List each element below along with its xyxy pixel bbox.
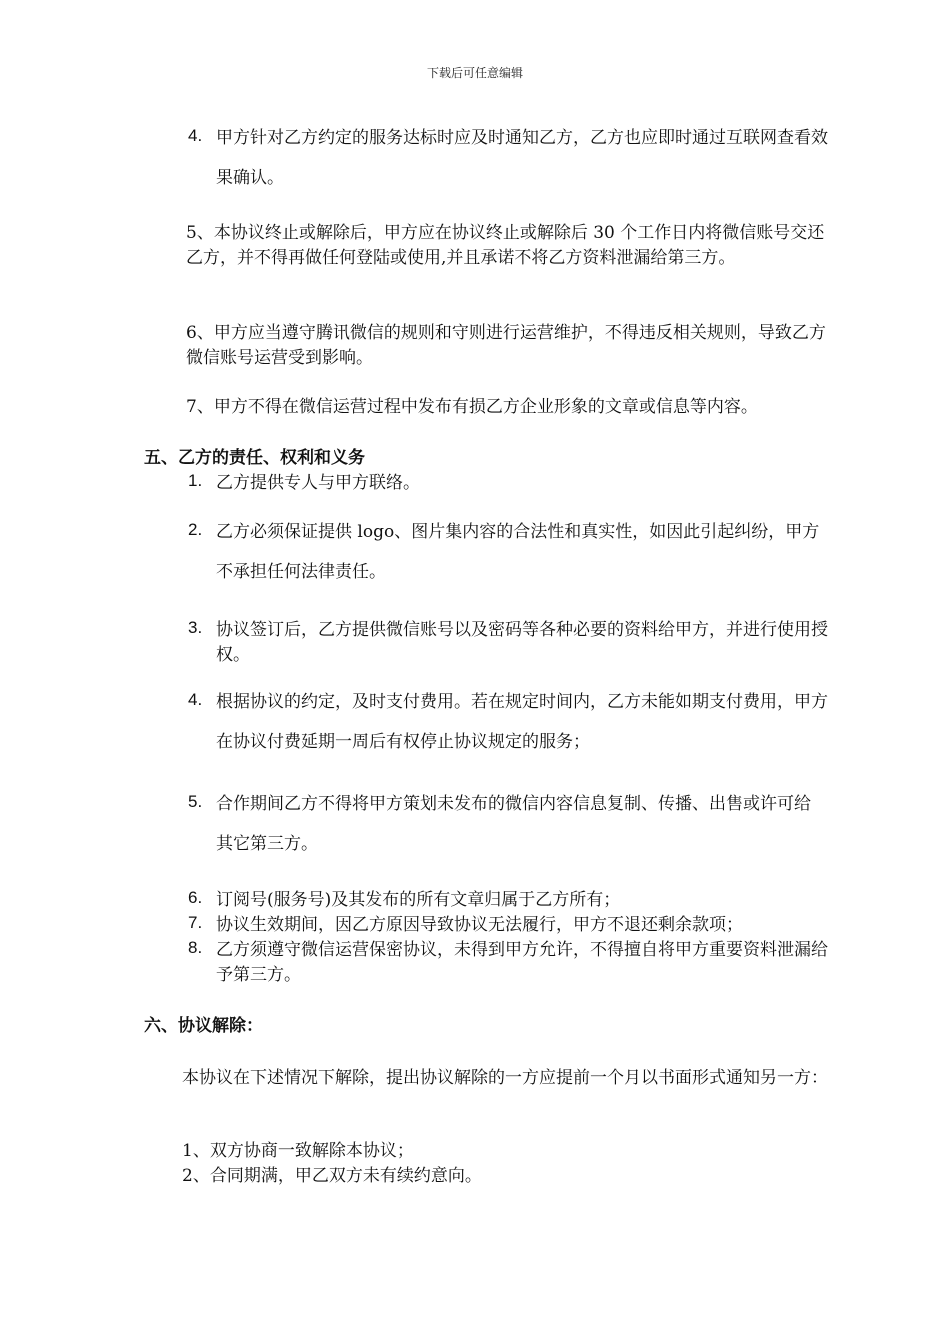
list-item-text: 乙方必须保证提供 logo、图片集内容的合法性和真实性，如因此引起纠纷，甲方不承担任何法律责任。: [216, 522, 820, 582]
list-number: 5.: [188, 792, 203, 811]
list-number: 4.: [188, 126, 203, 145]
section-heading: 五、乙方的责任、权利和义务: [144, 448, 365, 468]
list-item-text: 合作期间乙方不得将甲方策划未发布的微信内容信息复制、传播、出售或许可给其它第三方。: [216, 794, 811, 854]
paragraph: 7、甲方不得在微信运营过程中发布有损乙方企业形象的文章或信息等内容。: [186, 397, 758, 417]
list-item-text: 2、合同期满，甲乙双方未有续约意向。: [182, 1166, 482, 1186]
paragraph: 本协议在下述情况下解除，提出协议解除的一方应提前一个月以书面形式通知另一方：: [182, 1068, 828, 1088]
list-number: 4.: [188, 690, 203, 709]
list-item-text: 1、双方协商一致解除本协议；: [182, 1141, 414, 1161]
list-number: 3.: [188, 618, 203, 637]
list-number: 1.: [188, 471, 203, 490]
paragraph: 6、甲方应当遵守腾讯微信的规则和守则进行运营维护，不得违反相关规则，导致乙方微信账号运营受到影响。: [186, 323, 826, 368]
list-item-text: 协议生效期间，因乙方原因导致协议无法履行，甲方不退还剩余款项；: [216, 915, 743, 935]
list-item-text: 乙方须遵守微信运营保密协议，未得到甲方允许，不得擅自将甲方重要资料泄漏给予第三方。: [216, 940, 828, 985]
list-item-text: 根据协议的约定，及时支付费用。若在规定时间内，乙方未能如期支付费用，甲方在协议付费延期一周后有权停止协议规定的服务；: [216, 692, 828, 752]
list-item-text: 协议签订后，乙方提供微信账号以及密码等各种必要的资料给甲方，并进行使用授权。: [216, 620, 828, 665]
section-heading: 六、协议解除：: [144, 1016, 263, 1036]
page-header: 下载后可任意编辑: [426, 66, 523, 80]
list-number: 8.: [188, 938, 203, 957]
list-item-text: 甲方针对乙方约定的服务达标时应及时通知乙方，乙方也应即时通过互联网查看效果确认。: [216, 128, 828, 188]
list-number: 7.: [188, 913, 203, 932]
list-item-text: 乙方提供专人与甲方联络。: [216, 473, 420, 493]
list-number: 2.: [188, 520, 203, 539]
list-number: 6.: [188, 888, 203, 907]
paragraph: 5、本协议终止或解除后，甲方应在协议终止或解除后 30 个工作日内将微信账号交还乙方，并不得再做任何登陆或使用,并且承诺不将乙方资料泄漏给第三方。: [186, 223, 825, 268]
list-item-text: 订阅号(服务号)及其发布的所有文章归属于乙方所有；: [216, 890, 621, 910]
